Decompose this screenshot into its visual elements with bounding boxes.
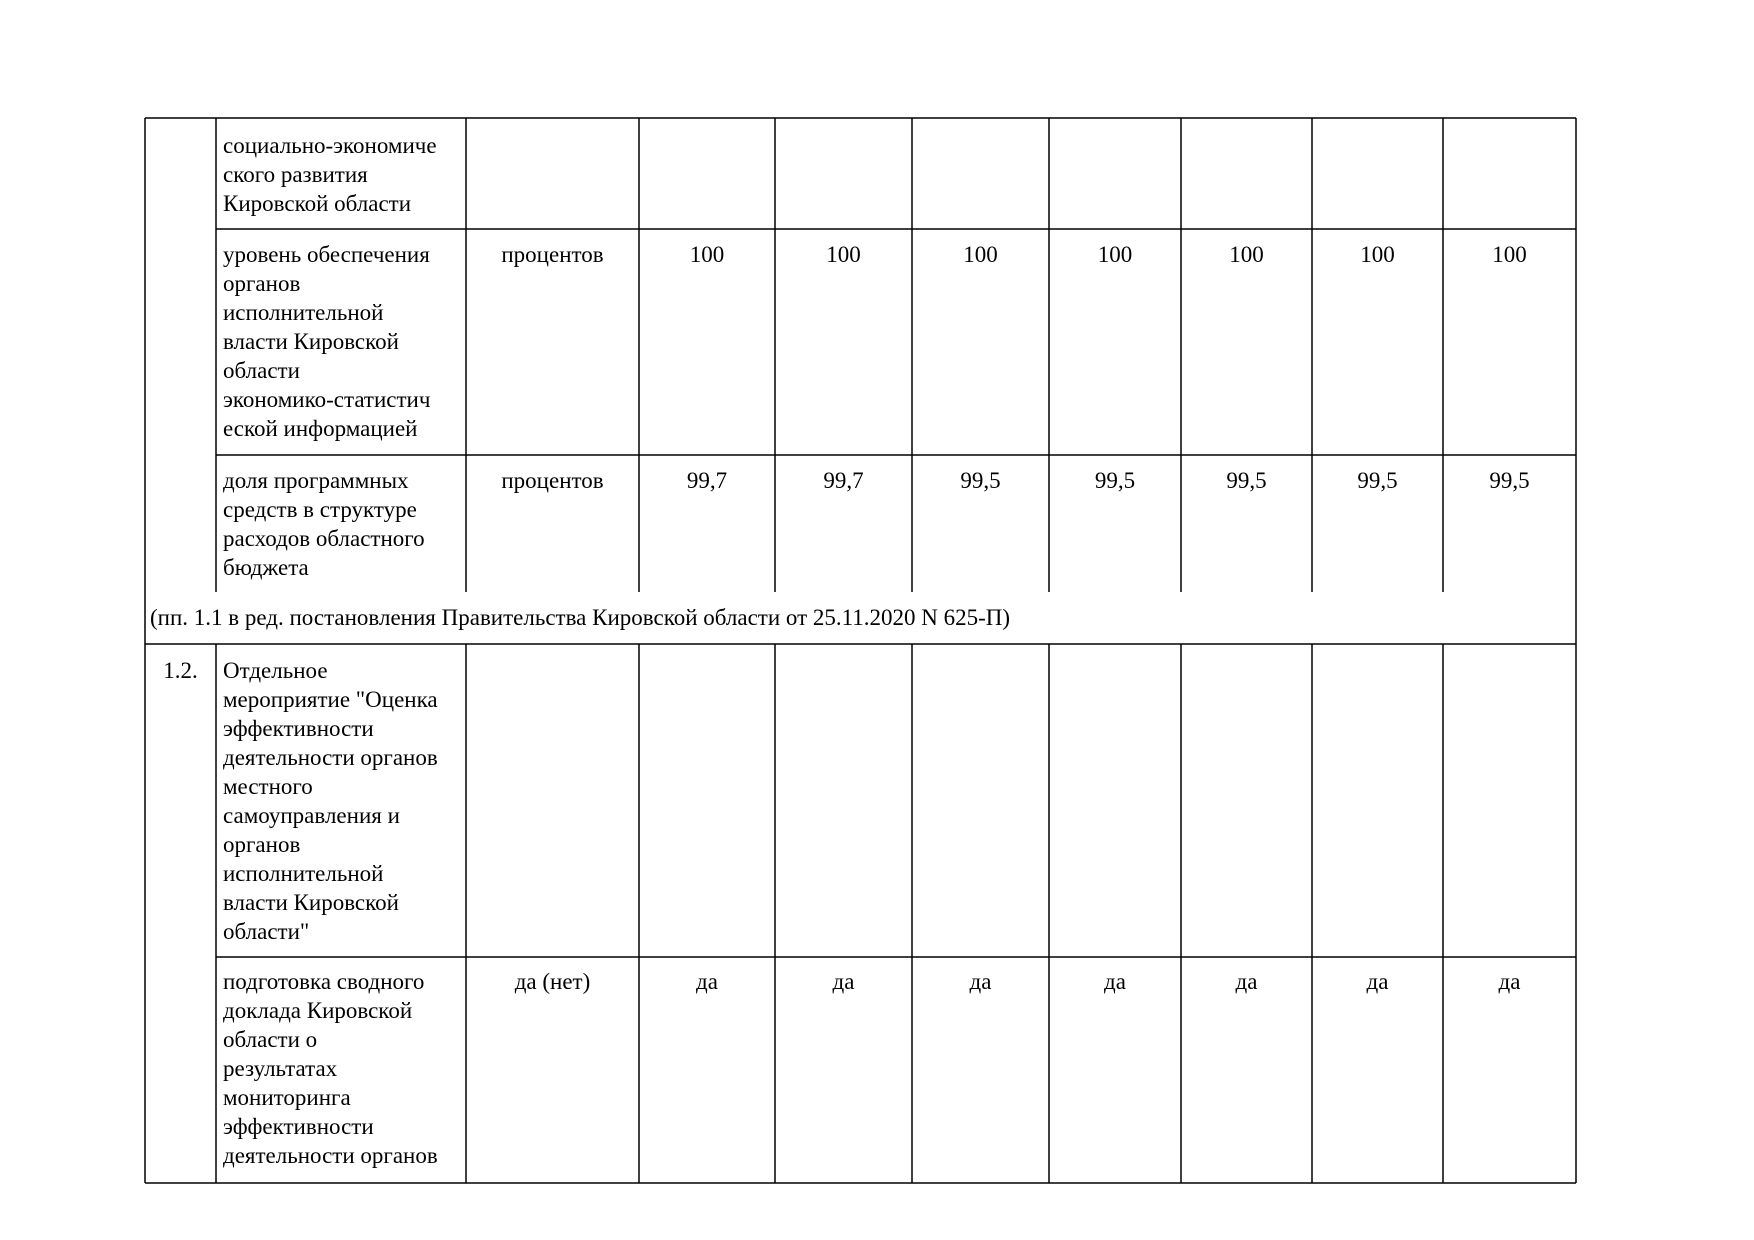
value-cell: 99,7: [823, 468, 864, 493]
value-cell: 100: [689, 242, 725, 267]
value-cell: 99,5: [1489, 468, 1530, 493]
value-cell: 100: [963, 242, 998, 267]
value-cell: 99,5: [1094, 468, 1136, 493]
value-cell: 99,5: [1357, 468, 1398, 493]
unit-provision-level: процентов: [501, 242, 604, 267]
value-cell: да: [1366, 969, 1389, 994]
value-cell: 100: [1492, 242, 1527, 267]
unit-summary-report: да (нет): [514, 969, 591, 994]
value-cell: да: [1104, 969, 1126, 994]
amendment-note: (пп. 1.1 в ред. постановления Правительства Кировской области от 25.11.2020 N 625-П): [150, 605, 1011, 630]
value-cell: 100: [1097, 242, 1133, 267]
indicator-summary-report: подготовка сводного доклада Кировской области о результатах мониторинга эффективности деятельности органов: [223, 969, 438, 1168]
unit-program-share: процентов: [501, 468, 604, 493]
value-cell: да: [1498, 969, 1521, 994]
value-cell: да: [696, 969, 718, 994]
value-cell: 99,7: [686, 468, 728, 493]
value-cell: 100: [826, 242, 861, 267]
indicator-provision-level: уровень обеспечения органов исполнительной власти Кировской области экономико-статистич еской информацией: [223, 242, 431, 441]
value-cell: 99,5: [1226, 468, 1267, 493]
value-cell: 100: [1360, 242, 1395, 267]
value-cell: да: [969, 969, 992, 994]
measure-number: 1.2.: [163, 658, 198, 683]
measure-title: Отдельное мероприятие "Оценка эффективности деятельности органов местного самоуправления и органов исполнительной власти Кировской области": [223, 658, 438, 944]
indicator-tail-text: социально-экономиче ского развития Кировской области: [223, 133, 437, 216]
value-cell: да: [1235, 969, 1258, 994]
value-cell: да: [832, 969, 855, 994]
indicator-program-share: доля программных средств в структуре расходов областного бюджета: [223, 468, 425, 580]
value-cell: 99,5: [960, 468, 1001, 493]
value-cell: 100: [1229, 242, 1264, 267]
